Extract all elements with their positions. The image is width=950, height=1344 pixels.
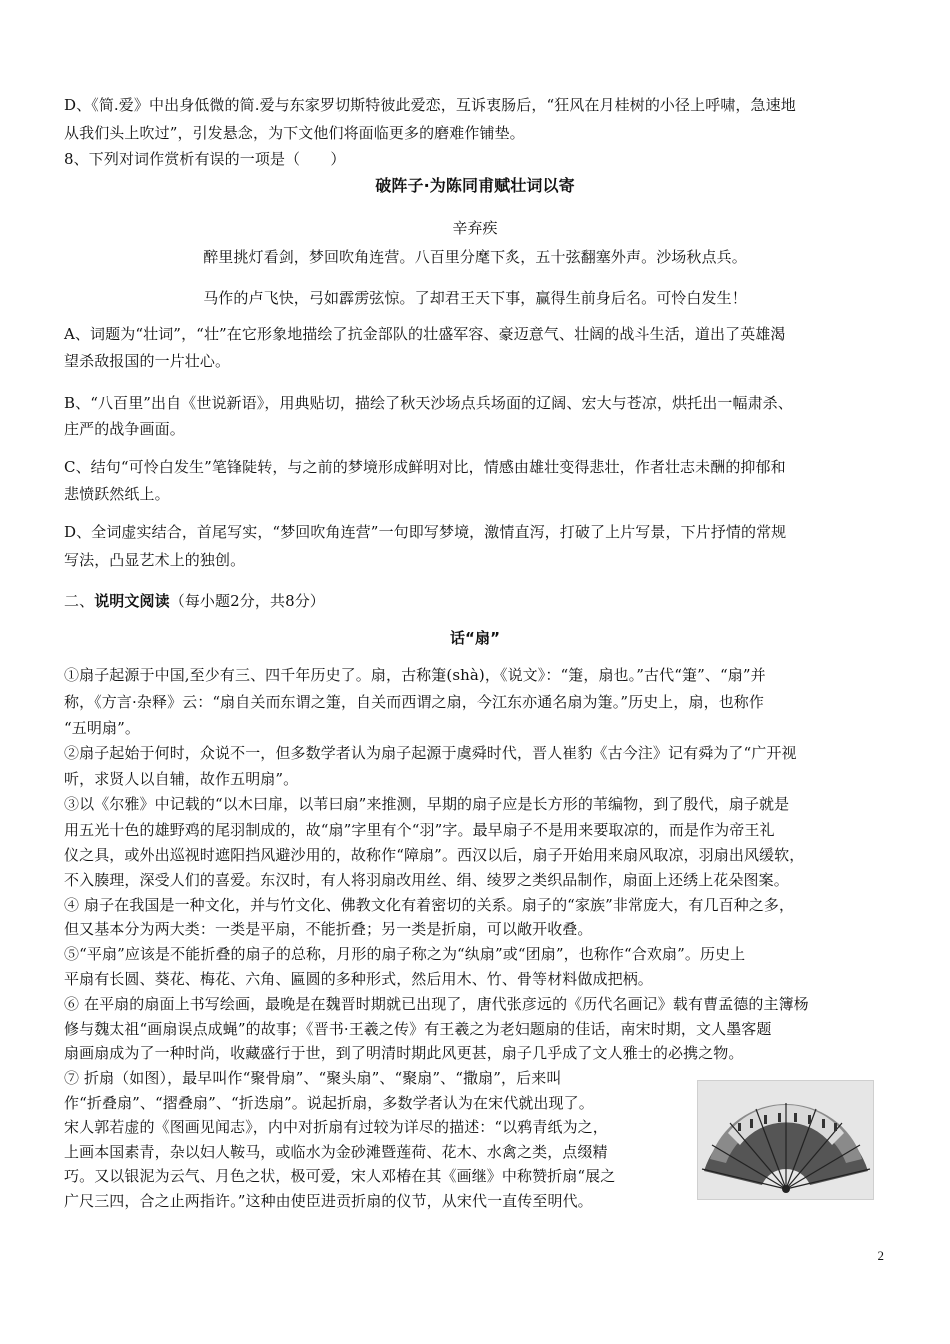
article-paragraph-3-line-4: 不入腠理，深受人们的喜爱。东汉时，有人将羽扇改用丝、绢、绫罗之类织品制作，扇面上还绣上花朵图案。: [64, 871, 789, 889]
option-c-line-2: 悲愤跃然纸上。: [64, 485, 170, 503]
option-d2-line-1: D、全词虚实结合，首尾写实，“梦回吹角连营”一句即写梦境，激情直泻，打破了上片写景，下片抒情的常规: [64, 523, 787, 541]
option-c-line-1: C、结句“可怜白发生”笔锋陡转，与之前的梦境形成鲜明对比，情感由雄壮变得悲壮，作者壮志未酬的抑郁和: [64, 458, 786, 476]
article-paragraph-2-line-2: 听，求贤人以自辅，故作五明扇”。: [64, 770, 299, 788]
option-d-line-1: D、《简.爱》中出身低微的简.爱与东家罗切斯特彼此爱恋，互诉衷肠后，“狂风在月桂树的小径上呼啸，急速地: [64, 96, 796, 114]
section-2-title: 说明文阅读: [94, 592, 170, 610]
article-paragraph-5-line-2: 平扇有长圆、葵花、梅花、六角、匾圆的多种形式，然后用木、竹、骨等材料做成把柄。: [64, 970, 653, 988]
article-paragraph-7-line-2: 作“折叠扇”、“摺叠扇”、“折迭扇”。说起折扇，多数学者认为在宋代就出现了。: [64, 1094, 594, 1112]
page-number: 2: [877, 1248, 884, 1263]
poem-line-1: 醉里挑灯看剑，梦回吹角连营。八百里分麾下炙，五十弦翻塞外声。沙场秋点兵。: [203, 248, 747, 266]
article-paragraph-5-line-1: ⑤“平扇”应该是不能折叠的扇子的总称，月形的扇子称之为“纨扇”或“团扇”，也称作“合欢扇”。历史上: [64, 945, 746, 963]
article-paragraph-1-line-2: 称，《方言·杂释》云：“扇自关而东谓之箑，自关而西谓之扇，今江东亦通名扇为箑。”历史上，扇，也称作: [64, 693, 765, 711]
article-paragraph-6-line-3: 扇画扇成为了一种时尚，收藏盛行于世，到了明清时期此风更甚，扇子几乎成了文人雅士的必携之物。: [64, 1044, 744, 1062]
folding-fan-illustration: [698, 1081, 873, 1199]
question-8: 8、下列对词作赏析有误的一项是（ ）: [64, 150, 346, 168]
option-d2-line-2: 写法，凸显艺术上的独创。: [64, 551, 246, 569]
section-2-prefix: 二、: [64, 592, 95, 610]
article-paragraph-7-line-1: ⑦ 折扇（如图），最早叫作“聚骨扇”、“聚头扇”、“聚扇”、“撒扇”，后来叫: [64, 1069, 562, 1087]
article-paragraph-7-line-3: 宋人郭若虚的《图画见闻志》，内中对折扇有过较为详尽的描述：“以鸦青纸为之，: [64, 1118, 608, 1136]
option-b-line-1: B、“八百里”出自《世说新语》，用典贴切，描绘了秋天沙场点兵场面的辽阔、宏大与苍凉，烘托出一幅肃杀、: [64, 394, 793, 412]
folding-fan-image: [697, 1080, 874, 1200]
article-paragraph-3-line-1: ③以《尔雅》中记载的“以木曰扉，以苇曰扇”来推测，早期的扇子应是长方形的苇编物，到了殷代，扇子就是: [64, 795, 790, 813]
article-paragraph-7-line-4: 上画本国素青，杂以妇人鞍马，或临水为金砂滩暨莲荷、花木、水禽之类，点缀精: [64, 1143, 608, 1161]
article-paragraph-1-line-3: “五明扇”。: [64, 719, 140, 737]
article-paragraph-3-line-3: 仪之具，或外出巡视时遮阳挡风避沙用的，故称作“障扇”。西汉以后，扇子开始用来扇风取凉，羽扇出风缓软，: [64, 846, 805, 864]
option-d-line-2: 从我们头上吹过”，引发悬念，为下文他们将面临更多的磨难作铺垫。: [64, 124, 525, 142]
article-paragraph-6-line-2: 修与魏太祖“画扇误点成蝇”的故事；《晋书·王羲之传》有王羲之为老妇题扇的佳话，南宋时期，文人墨客题: [64, 1020, 772, 1038]
article-paragraph-2-line-1: ②扇子起始于何时，众说不一，但多数学者认为扇子起源于虞舜时代，晋人崔豹《古今注》记有舜为了“广开视: [64, 744, 797, 762]
poem-author: 辛弃疾: [452, 219, 498, 237]
article-title: 话“扇”: [449, 629, 501, 647]
option-b-line-2: 庄严的战争画面。: [64, 420, 185, 438]
article-paragraph-4-line-1: ④ 扇子在我国是一种文化，并与竹文化、佛教文化有着密切的关系。扇子的“家族”非常庞大，有几百种之多，: [64, 896, 795, 914]
article-paragraph-6-line-1: ⑥ 在平扇的扇面上书写绘画，最晚是在魏晋时期就已出现了，唐代张彦远的《历代名画记》载有曹孟德的主簿杨: [64, 995, 809, 1013]
article-paragraph-7-line-6: 广尺三四，合之止两指许。”这种由使臣进贡折扇的仪节，从宋代一直传至明代。: [64, 1192, 593, 1210]
article-paragraph-1-line-1: ①扇子起源于中国,至少有三、四千年历史了。扇，古称箑(shà)，《说文》：“箑，扇也。”古代“箑”、“扇”并: [64, 666, 766, 684]
section-2-heading: [64, 591, 325, 611]
poem-line-2: 马作的卢飞快，弓如霹雳弦惊。了却君王天下事，赢得生前身后名。可怜白发生！: [203, 289, 747, 307]
article-paragraph-7-line-5: 巧。又以银泥为云气、月色之状，极可爱，宋人邓椿在其《画继》中称赞折扇“展之: [64, 1167, 616, 1185]
article-paragraph-3-line-2: 用五光十色的雄野鸡的尾羽制成的，故“扇”字里有个“羽”字。最早扇子不是用来要取凉的，而是作为帝王礼: [64, 821, 775, 839]
section-2-note: （每小题2分，共8分）: [169, 592, 325, 610]
option-a-line-1: A、词题为“壮词”，“壮”在它形象地描绘了抗金部队的壮盛军容、豪迈意气、壮阔的战斗生活，道出了英雄渴: [64, 325, 786, 343]
poem-title: 破阵子·为陈同甫赋壮词以寄: [375, 176, 575, 195]
article-paragraph-4-line-2: 但又基本分为两大类：一类是平扇，不能折叠；另一类是折扇，可以敞开收叠。: [64, 920, 593, 938]
option-a-line-2: 望杀敌报国的一片壮心。: [64, 352, 231, 370]
